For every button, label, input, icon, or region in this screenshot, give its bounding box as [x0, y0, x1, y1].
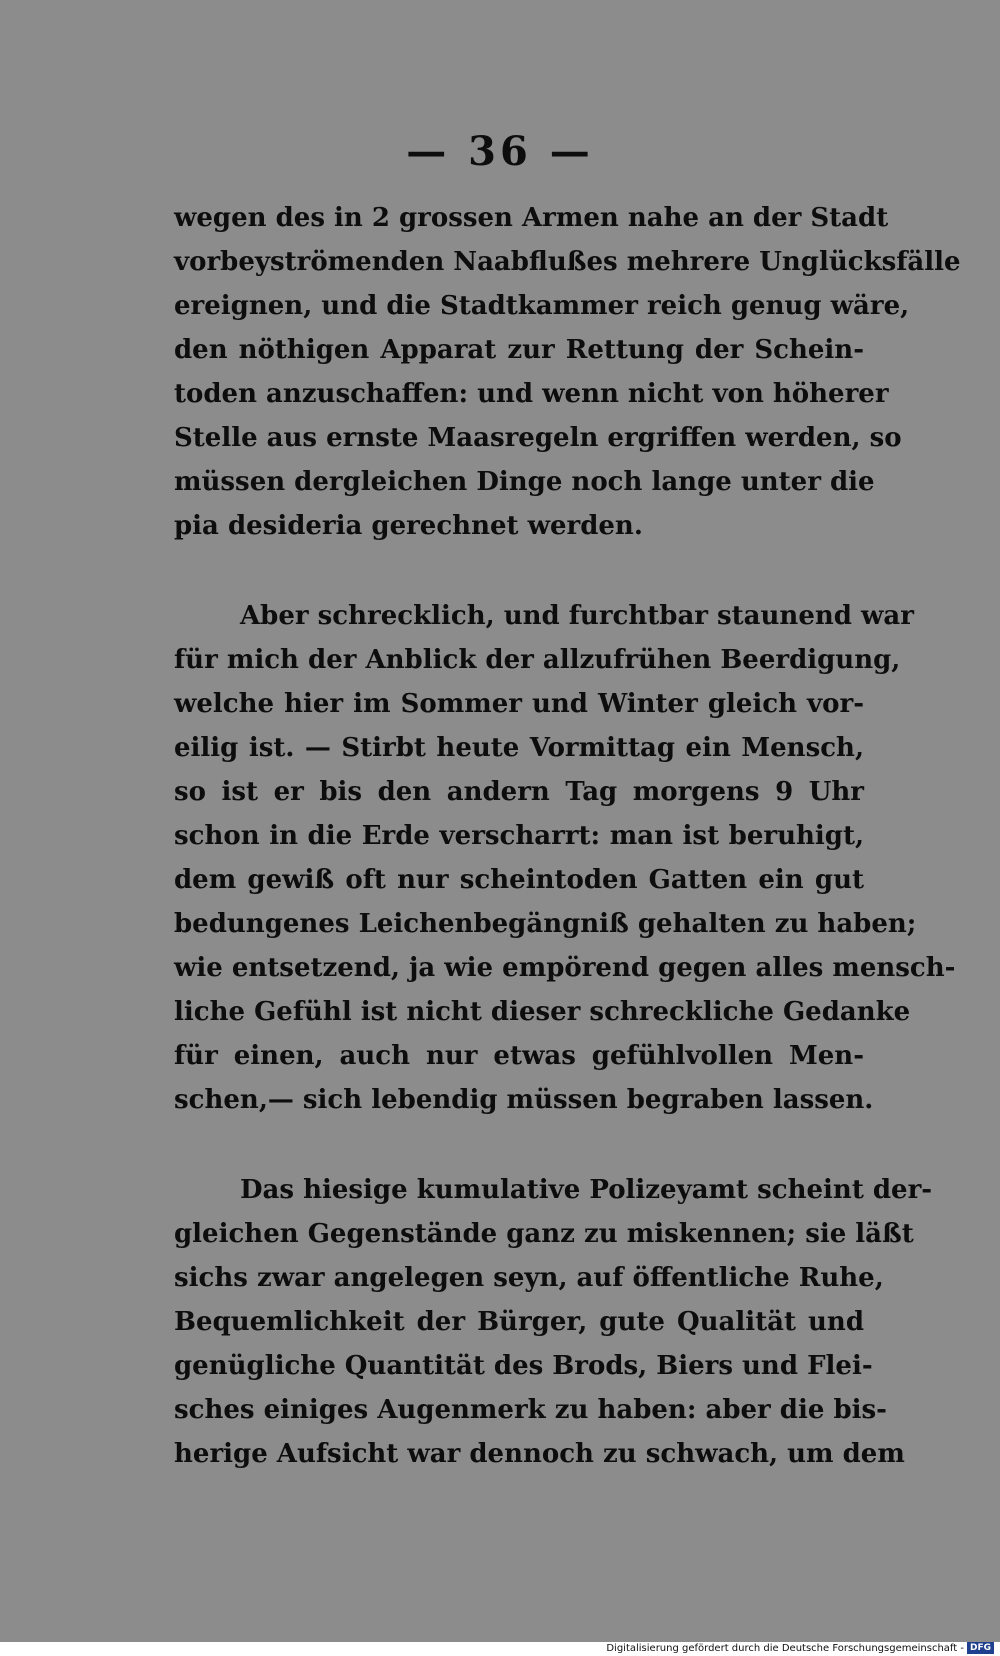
paragraph-3 [174, 1168, 933, 1476]
text-line: Bequemlichkeit der Bürger, gute Qualität und [174, 1307, 864, 1337]
text-line: für einen, auch nur etwas gefühlvollen Men- [174, 1041, 864, 1071]
text-line: für mich der Anblick der allzufrühen Beerdigung, [174, 645, 901, 675]
page-number: — 36 — [406, 128, 594, 175]
text-line: eilig ist. — Stirbt heute Vormittag ein Mensch, [174, 733, 864, 763]
text-line: genügliche Quantität des Brods, Biers und Flei- [174, 1351, 873, 1381]
text-line: den nöthigen Apparat zur Rettung der Schein- [174, 335, 864, 365]
text-line: toden anzuschaffen: und wenn nicht von höherer [174, 379, 889, 409]
dfg-logo: DFG [967, 1642, 994, 1654]
text-line: vorbeyströmenden Naabflußes mehrere Unglücksfälle [174, 247, 961, 277]
digitization-credit [606, 1641, 994, 1655]
text-line: so ist er bis den andern Tag morgens 9 Uhr [174, 777, 864, 807]
text-line: dem gewiß oft nur scheintoden Gatten ein gut [174, 865, 864, 895]
text-line: ereignen, und die Stadtkammer reich genug wäre, [174, 291, 910, 321]
text-line: welche hier im Sommer und Winter gleich vor- [174, 689, 864, 719]
text-line: schen,— sich lebendig müssen begraben lassen. [174, 1085, 874, 1115]
text-line: müssen dergleichen Dinge noch lange unter die [174, 467, 875, 497]
text-line: schon in die Erde verscharrt: man ist beruhigt, [174, 821, 864, 851]
paragraph-2 [174, 594, 956, 1122]
paragraph-1 [174, 196, 961, 548]
text-line: sches einiges Augenmerk zu haben: aber die bis- [174, 1395, 887, 1425]
text-line: Stelle aus ernste Maasregeln ergriffen werden, so [174, 423, 902, 453]
text-line: Das hiesige kumulative Polizeyamt scheint der- [240, 1175, 933, 1205]
text-line: wegen des in 2 grossen Armen nahe an der Stadt [174, 203, 889, 233]
text-line: pia desideria gerechnet werden. [174, 511, 643, 541]
credit-text: Digitalisierung gefördert durch die Deutsche Forschungsgemeinschaft - [606, 1642, 964, 1654]
text-line: gleichen Gegenstände ganz zu miskennen; sie läßt [174, 1219, 914, 1249]
text-line: sichs zwar angelegen seyn, auf öffentliche Ruhe, [174, 1263, 884, 1293]
text-line: liche Gefühl ist nicht dieser schreckliche Gedanke [174, 997, 911, 1027]
text-line: Aber schrecklich, und furchtbar staunend war [240, 601, 914, 631]
text-line: bedungenes Leichenbegängniß gehalten zu haben; [174, 909, 917, 939]
text-line: wie entsetzend, ja wie empörend gegen alles mensch- [174, 953, 956, 983]
text-line: herige Aufsicht war dennoch zu schwach, um dem [174, 1439, 905, 1469]
